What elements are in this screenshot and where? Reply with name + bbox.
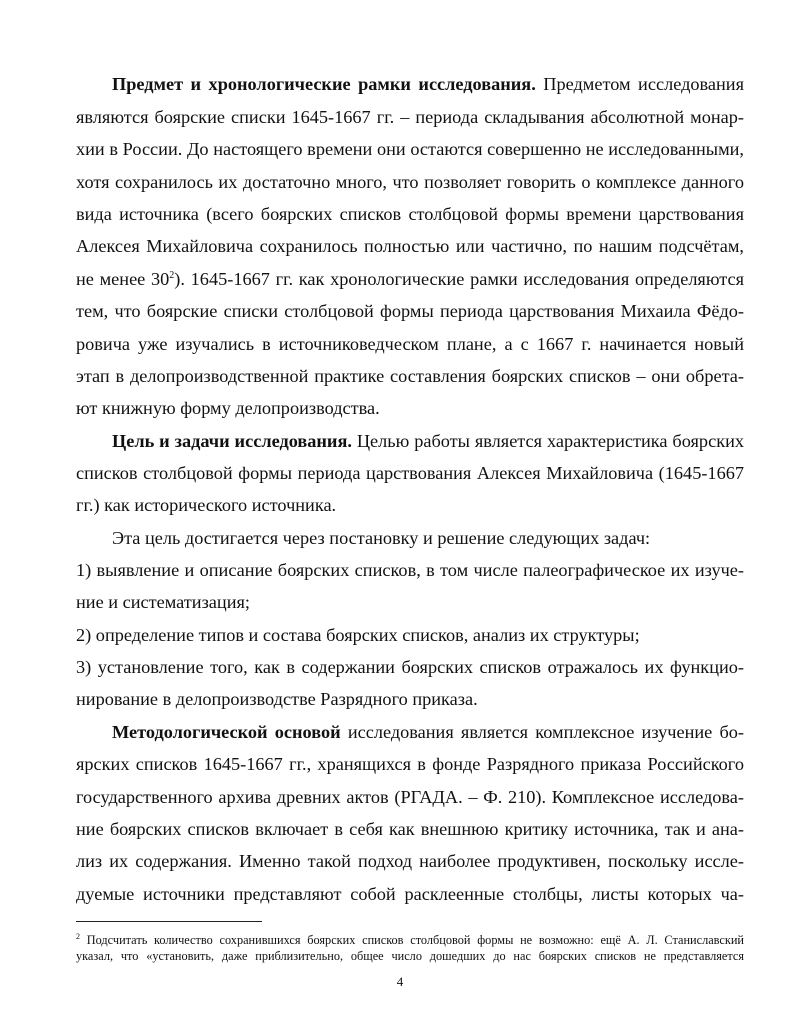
text-line: Эта цель достигается через постановку и решение следующих задач: (112, 528, 651, 548)
footnote-marker: 2 (76, 932, 80, 941)
text-span: не менее 30 (76, 269, 170, 289)
text-line: дуемые источники представляют собой расклеенные столбцы, листы которых ча- (76, 884, 744, 904)
text-line: ние и систематизация; (76, 592, 250, 612)
footnote-line: указал, что «установить, даже приблизительно, общее число дошедших до нас боярских списков не представляется (76, 949, 744, 963)
text-span: Предметом исследования (535, 74, 744, 94)
text-line: лиз их содержания. Именно такой подход наиболее продуктивен, поскольку иссле- (76, 851, 744, 871)
text-line: государственного архива древних актов (РГАДА. – Ф. 210). Комплексное исследова- (76, 787, 744, 807)
text-line: ние боярских списков включает в себя как внешнюю критику источника, так и ана- (76, 819, 744, 839)
text-span: исследования является комплексное изучение бо- (340, 722, 744, 742)
text-line: списков столбцовой формы периода царствования Алексея Михайловича (1645-1667 (76, 463, 744, 483)
footnote-line (76, 932, 744, 948)
text-line: гг.) как исторического источника. (76, 495, 337, 515)
task-item-1: 1) выявление и описание боярских списков, в том числе палеографическое их изуче- (76, 560, 744, 580)
text-line: являются боярские списки 1645-1667 гг. – периода складывания абсолютной монар- (76, 107, 744, 127)
text-line: ярских списков 1645-1667 гг., хранящихся в фонде Разрядного приказа Российского (76, 754, 744, 774)
text-line: вида источника (всего боярских списков столбцовой формы времени царствования (76, 204, 744, 224)
paragraph-goal-line (112, 426, 744, 456)
footnote-separator (76, 921, 262, 922)
text-span: ). 1645-1667 гг. как хронологические рамки исследования определяются (174, 269, 744, 289)
footnote-ref: 2 (169, 270, 175, 281)
heading-subject: Предмет и хронологические рамки исследования. (112, 74, 536, 94)
page-number: 4 (396, 974, 404, 989)
text-line: тем, что боярские списки столбцовой формы периода царствования Михаила Фёдо- (76, 301, 744, 321)
text-line: Алексея Михайловича сохранилось полностью или частично, по нашим подсчётам, (76, 236, 744, 256)
text-line: хотя сохранилось их достаточно много, что позволяет говорить о комплексе данного (76, 172, 744, 192)
text-span: Подсчитать количество сохранившихся боярских списков столбцовой формы не возможно: ещё А. Л. Станиславский (80, 933, 744, 947)
text-line: хии в России. До настоящего времени они остаются совершенно не исследованными, (76, 139, 744, 159)
task-item-3: 3) установление того, как в содержании боярских списков отражалось их функцио- (76, 657, 744, 677)
text-line: ют книжную форму делопроизводства. (76, 398, 380, 418)
text-line (76, 264, 744, 294)
paragraph-method-line (112, 717, 744, 747)
text-line: ровича уже изучались в источниковедческом плане, а с 1667 г. начинается новый (76, 334, 744, 354)
text-span: Целью работы является характеристика боярских (351, 431, 744, 451)
task-item-2: 2) определение типов и состава боярских списков, анализ их структуры; (76, 625, 640, 645)
paragraph-subject-line (112, 69, 744, 99)
heading-goal: Цель и задачи исследования. (112, 431, 352, 451)
heading-method: Методологической основой (112, 722, 341, 742)
text-line: нирование в делопроизводстве Разрядного приказа. (76, 689, 478, 709)
text-line: этап в делопроизводственной практике составления боярских списков – они обрета- (76, 366, 744, 386)
